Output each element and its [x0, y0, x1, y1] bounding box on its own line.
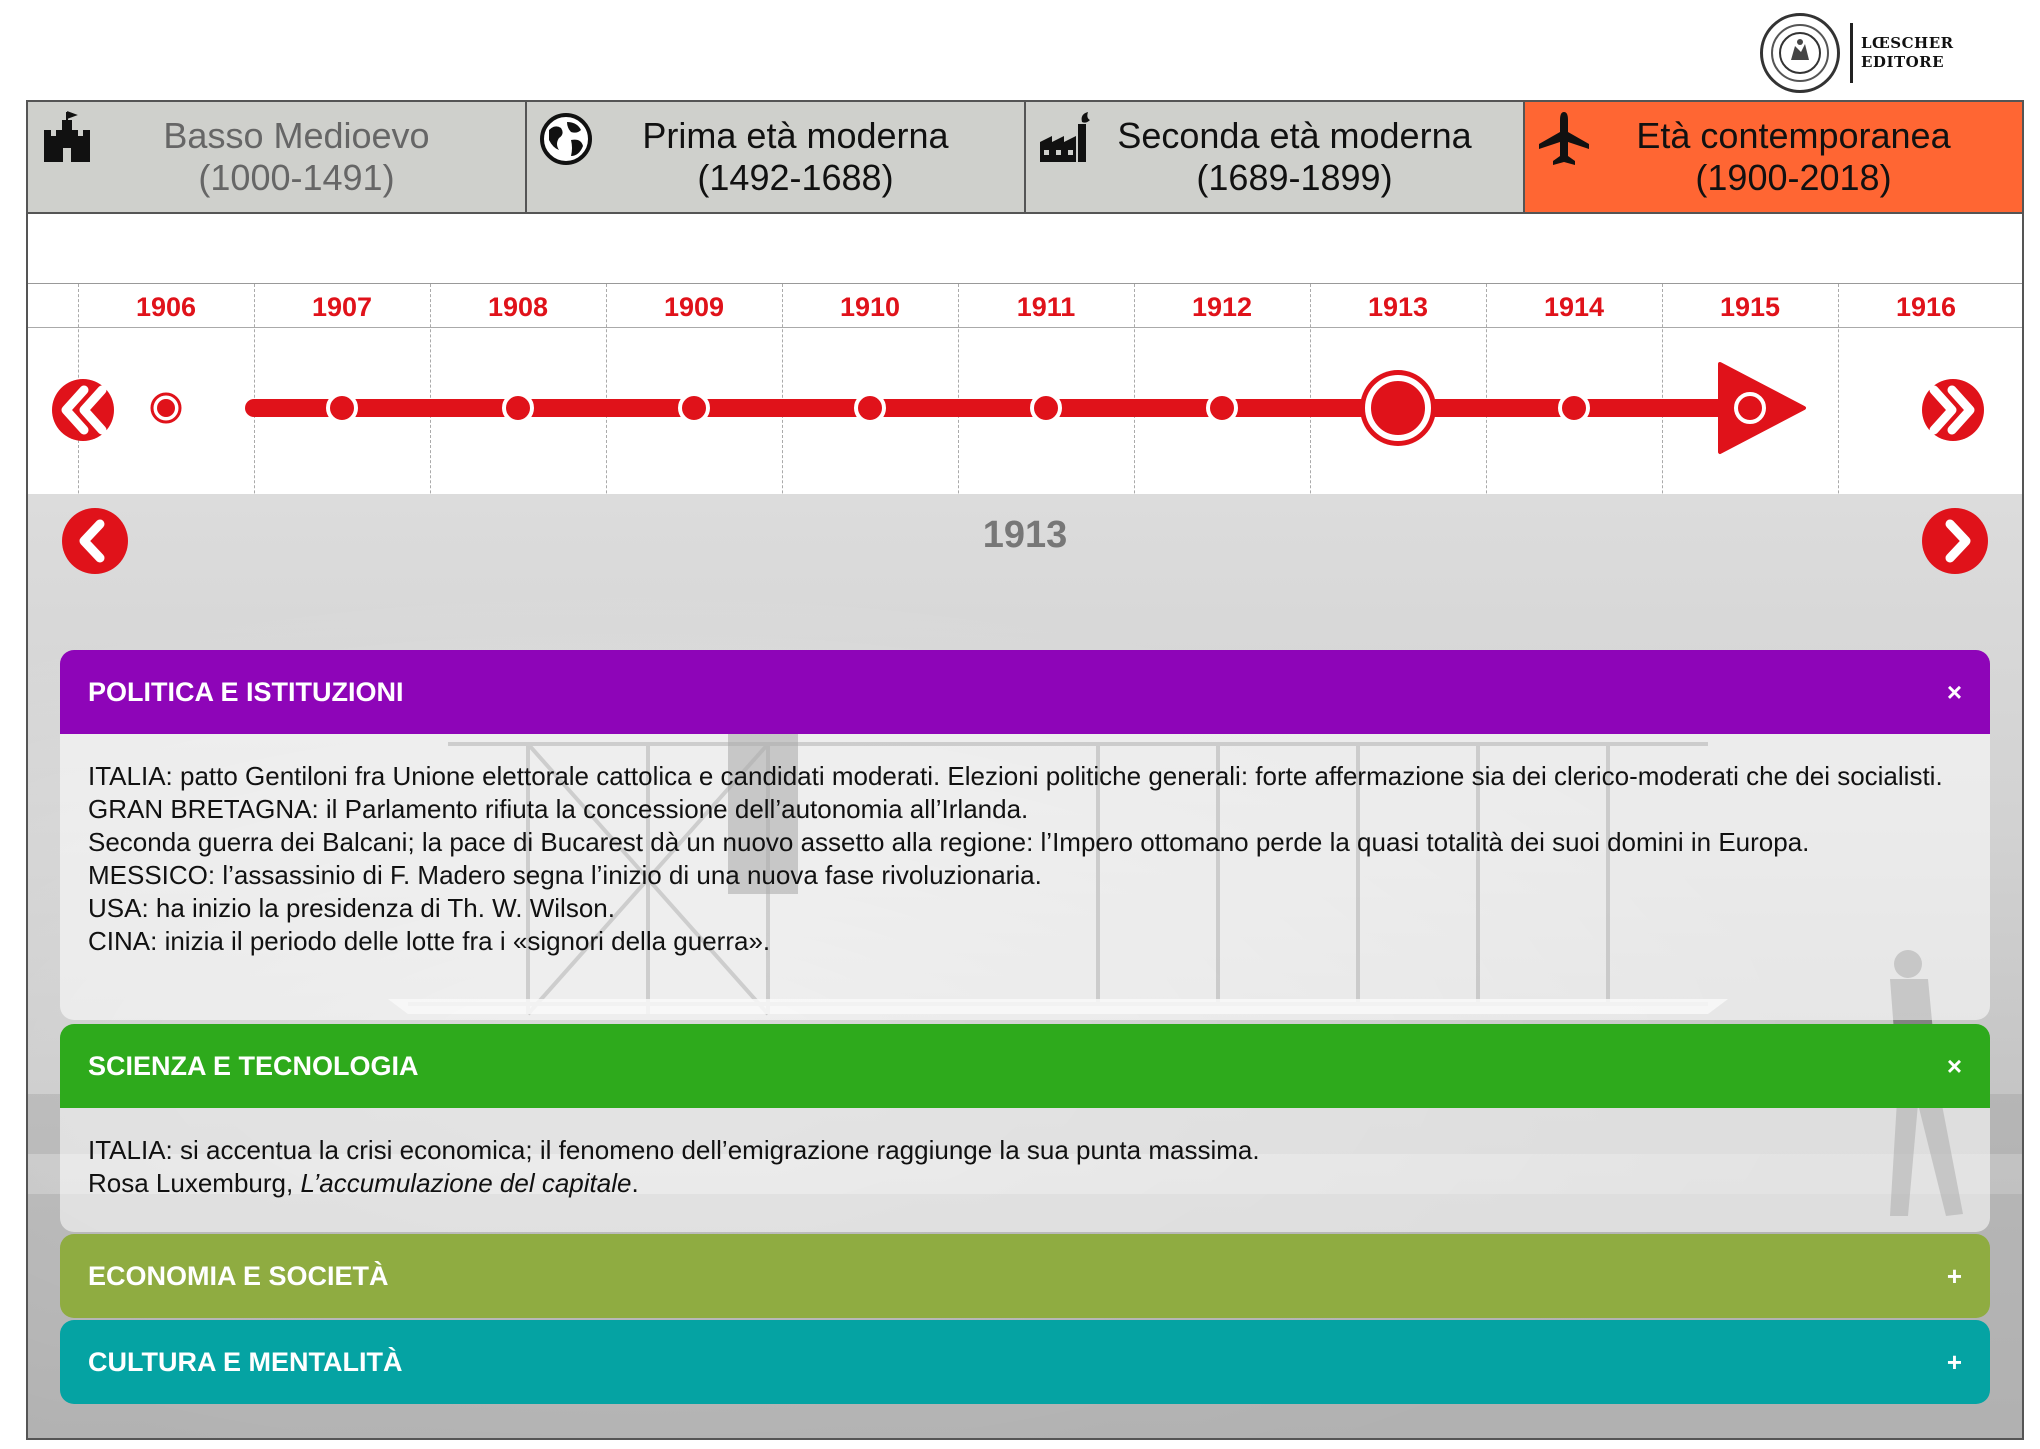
year-label[interactable]: 1910 [839, 292, 901, 322]
plus-icon[interactable]: + [1946, 1260, 1962, 1291]
era-title: Prima età moderna [642, 115, 949, 156]
chevron-left-icon [60, 506, 130, 576]
year-label[interactable]: 1915 [1719, 292, 1781, 322]
era-range: (1689-1899) [1196, 157, 1393, 198]
panel-economia [60, 1234, 1990, 1318]
years-row [28, 284, 2022, 328]
point-1912[interactable] [1208, 394, 1236, 422]
chevron-right-icon [1920, 506, 1990, 576]
era-range: (1492-1688) [697, 157, 894, 198]
panel-title: CULTURA E MENTALITÀ [88, 1346, 403, 1377]
point-1915[interactable] [1736, 394, 1764, 422]
point-1914[interactable] [1560, 394, 1588, 422]
tab-seconda-eta-moderna[interactable] [1026, 102, 1525, 214]
castle-icon [38, 110, 96, 168]
year-detail [28, 494, 2022, 1440]
era-range: (1000-1491) [198, 157, 395, 198]
plus-icon[interactable]: + [1946, 1346, 1962, 1377]
book-title: L’accumulazione del capitale [300, 1168, 632, 1198]
airplane-icon [1535, 110, 1593, 168]
panel-cultura [60, 1320, 1990, 1404]
year-label[interactable]: 1916 [1895, 292, 1957, 322]
close-icon[interactable]: × [1946, 676, 1962, 707]
panel-scienza-body [60, 1108, 1990, 1232]
event-text: ITALIA: patto Gentiloni fra Unione elettorale cattolica e candidati moderati. Elezioni politiche generali: forte affermazione sia dei clerico-moderati che dei socialisti. [88, 761, 1943, 791]
seal-icon [1760, 13, 1840, 93]
logo-divider [1850, 23, 1853, 83]
point-1913-selected[interactable] [1360, 370, 1436, 446]
logo-line-1: LŒSCHER [1861, 34, 1954, 52]
close-icon[interactable]: × [1946, 1050, 1962, 1081]
year-label[interactable]: 1907 [311, 292, 373, 322]
current-year-label: 1913 [982, 514, 1068, 556]
point-1909[interactable] [680, 394, 708, 422]
next-page-icon[interactable] [1922, 379, 1984, 441]
era-title: Età contemporanea [1636, 115, 1951, 156]
year-label[interactable]: 1909 [663, 292, 725, 322]
year-label[interactable]: 1912 [1191, 292, 1253, 322]
year-label[interactable]: 1913 [1367, 292, 1429, 322]
point-1907[interactable] [328, 394, 356, 422]
panel-title: ECONOMIA E SOCIETÀ [88, 1260, 389, 1291]
panel-politica [60, 650, 1990, 1020]
event-text: USA: ha inizio la presidenza di Th. W. Wilson. [88, 893, 615, 923]
year-label[interactable]: 1914 [1543, 292, 1605, 322]
panel-title: SCIENZA E TECNOLOGIA [88, 1050, 419, 1081]
prev-page-icon[interactable] [52, 379, 114, 441]
panel-politica-body [60, 734, 1990, 1020]
era-title: Seconda età moderna [1117, 115, 1472, 156]
logo-line-2: EDITORE [1861, 53, 1945, 71]
year-label[interactable]: 1908 [487, 292, 549, 322]
point-1910[interactable] [856, 394, 884, 422]
event-text: Seconda guerra dei Balcani; la pace di Bucarest dà un nuovo assetto alla regione: l’Impero ottomano perde la quasi totalità dei suoi domini in Europa. [88, 827, 1810, 857]
next-year-button[interactable] [1920, 506, 1990, 576]
prev-year-button[interactable] [60, 506, 130, 576]
publisher-logo [1760, 12, 1960, 94]
year-label[interactable]: 1911 [1016, 292, 1076, 322]
event-text [88, 1167, 1962, 1200]
era-tabs [28, 102, 2022, 214]
panel-cultura-header[interactable] [60, 1320, 1990, 1404]
factory-icon [1036, 110, 1094, 168]
era-range: (1900-2018) [1695, 157, 1892, 198]
event-text-suffix: . [631, 1168, 639, 1198]
event-text: CINA: inizia il periodo delle lotte fra i «signori della guerra». [88, 926, 771, 956]
point-1911[interactable] [1032, 394, 1060, 422]
tab-eta-contemporanea[interactable] [1525, 102, 2022, 214]
point-1906[interactable] [152, 394, 180, 422]
era-title: Basso Medioevo [163, 115, 430, 156]
event-text-prefix: Rosa Luxemburg, [88, 1168, 301, 1198]
timeline-app [26, 100, 2024, 1440]
tab-basso-medioevo[interactable] [28, 102, 527, 214]
timeline-spacer [28, 214, 2022, 284]
panel-title: POLITICA E ISTITUZIONI [88, 676, 404, 707]
panel-economia-header[interactable] [60, 1234, 1990, 1318]
logo-text [1861, 34, 1954, 72]
tab-prima-eta-moderna[interactable] [527, 102, 1026, 214]
globe-icon [537, 110, 595, 168]
event-text: MESSICO: l’assassinio di F. Madero segna l’inizio di una nuova fase rivoluzionaria. [88, 860, 1042, 890]
event-text: GRAN BRETAGNA: il Parlamento rifiuta la concessione dell’autonomia all’Irlanda. [88, 794, 1029, 824]
point-1908[interactable] [504, 394, 532, 422]
event-text: ITALIA: si accentua la crisi economica; il fenomeno dell’emigrazione raggiunge la sua punta massima. [88, 1135, 1260, 1165]
panel-scienza-header[interactable] [60, 1024, 1990, 1108]
panel-scienza [60, 1024, 1990, 1232]
panel-politica-header[interactable] [60, 650, 1990, 734]
year-label[interactable]: 1906 [135, 292, 197, 322]
